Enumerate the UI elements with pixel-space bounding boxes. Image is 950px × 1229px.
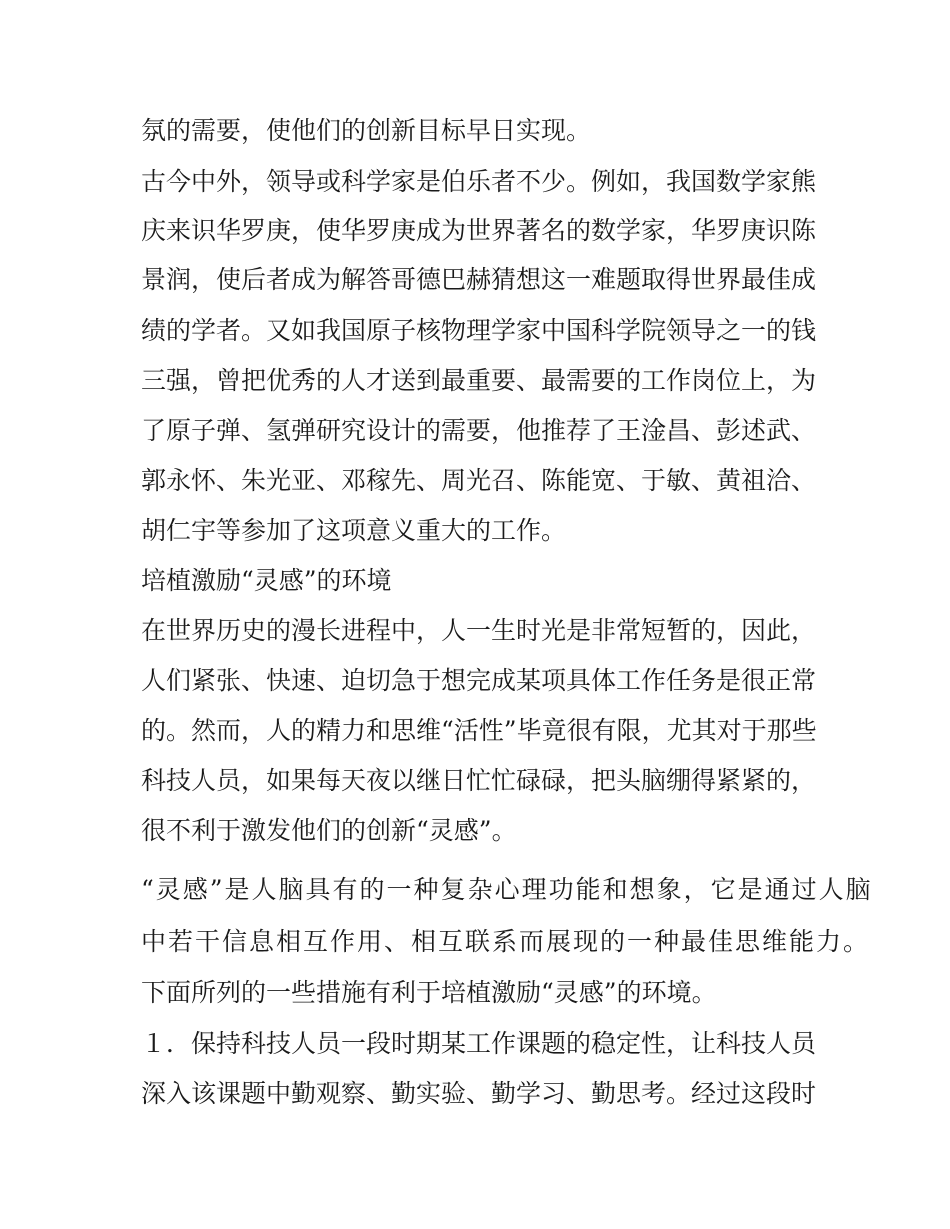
- text-line: 郭永怀、朱光亚、邓稼先、周光召、陈能宽、于敏、黄祖洽、: [141, 466, 817, 495]
- text-line: 了原子弹、氢弹研究设计的需要，他推荐了王淦昌、彭述武、: [141, 416, 817, 445]
- text-line: 科技人员，如果每天夜以继日忙忙碌碌，把头脑绷得紧紧的，: [141, 766, 817, 795]
- text-line: 古今中外，领导或科学家是伯乐者不少。例如，我国数学家熊: [141, 167, 817, 196]
- section-heading: 培植激励“灵感”的环境: [141, 566, 392, 595]
- list-item: １．保持科技人员一段时期某工作课题的稳定性，让科技人员: [141, 1029, 817, 1058]
- text-line: “灵感”是人脑具有的一种复杂心理功能和想象，它是通过人脑: [141, 875, 873, 904]
- text-line: 绩的学者。又如我国原子核物理学家中国科学院领导之一的钱: [141, 316, 817, 345]
- text-line: 景润，使后者成为解答哥德巴赫猜想这一难题取得世界最佳成: [141, 265, 817, 294]
- text-line: 三强，曾把优秀的人才送到最重要、最需要的工作岗位上，为: [141, 366, 817, 395]
- text-line: 人们紧张、快速、迫切急于想完成某项具体工作任务是很正常: [141, 666, 817, 695]
- text-line: 中若干信息相互作用、相互联系而展现的一种最佳思维能力。: [141, 927, 871, 956]
- text-line: 庆来识华罗庚，使华罗庚成为世界著名的数学家，华罗庚识陈: [141, 216, 817, 245]
- text-line: 的。然而，人的精力和思维“活性”毕竟很有限，尤其对于那些: [141, 716, 817, 745]
- text-line: 在世界历史的漫长进程中，人一生时光是非常短暂的，因此，: [141, 616, 817, 645]
- text-line: 很不利于激发他们的创新“灵感”。: [141, 816, 517, 845]
- text-line: 下面所列的一些措施有利于培植激励“灵感”的环境。: [141, 978, 717, 1007]
- text-line: 氛的需要，使他们的创新目标早日实现。: [141, 116, 592, 145]
- text-line: 深入该课题中勤观察、勤实验、勤学习、勤思考。经过这段时: [141, 1079, 817, 1108]
- text-line: 胡仁宇等参加了这项意义重大的工作。: [141, 516, 567, 545]
